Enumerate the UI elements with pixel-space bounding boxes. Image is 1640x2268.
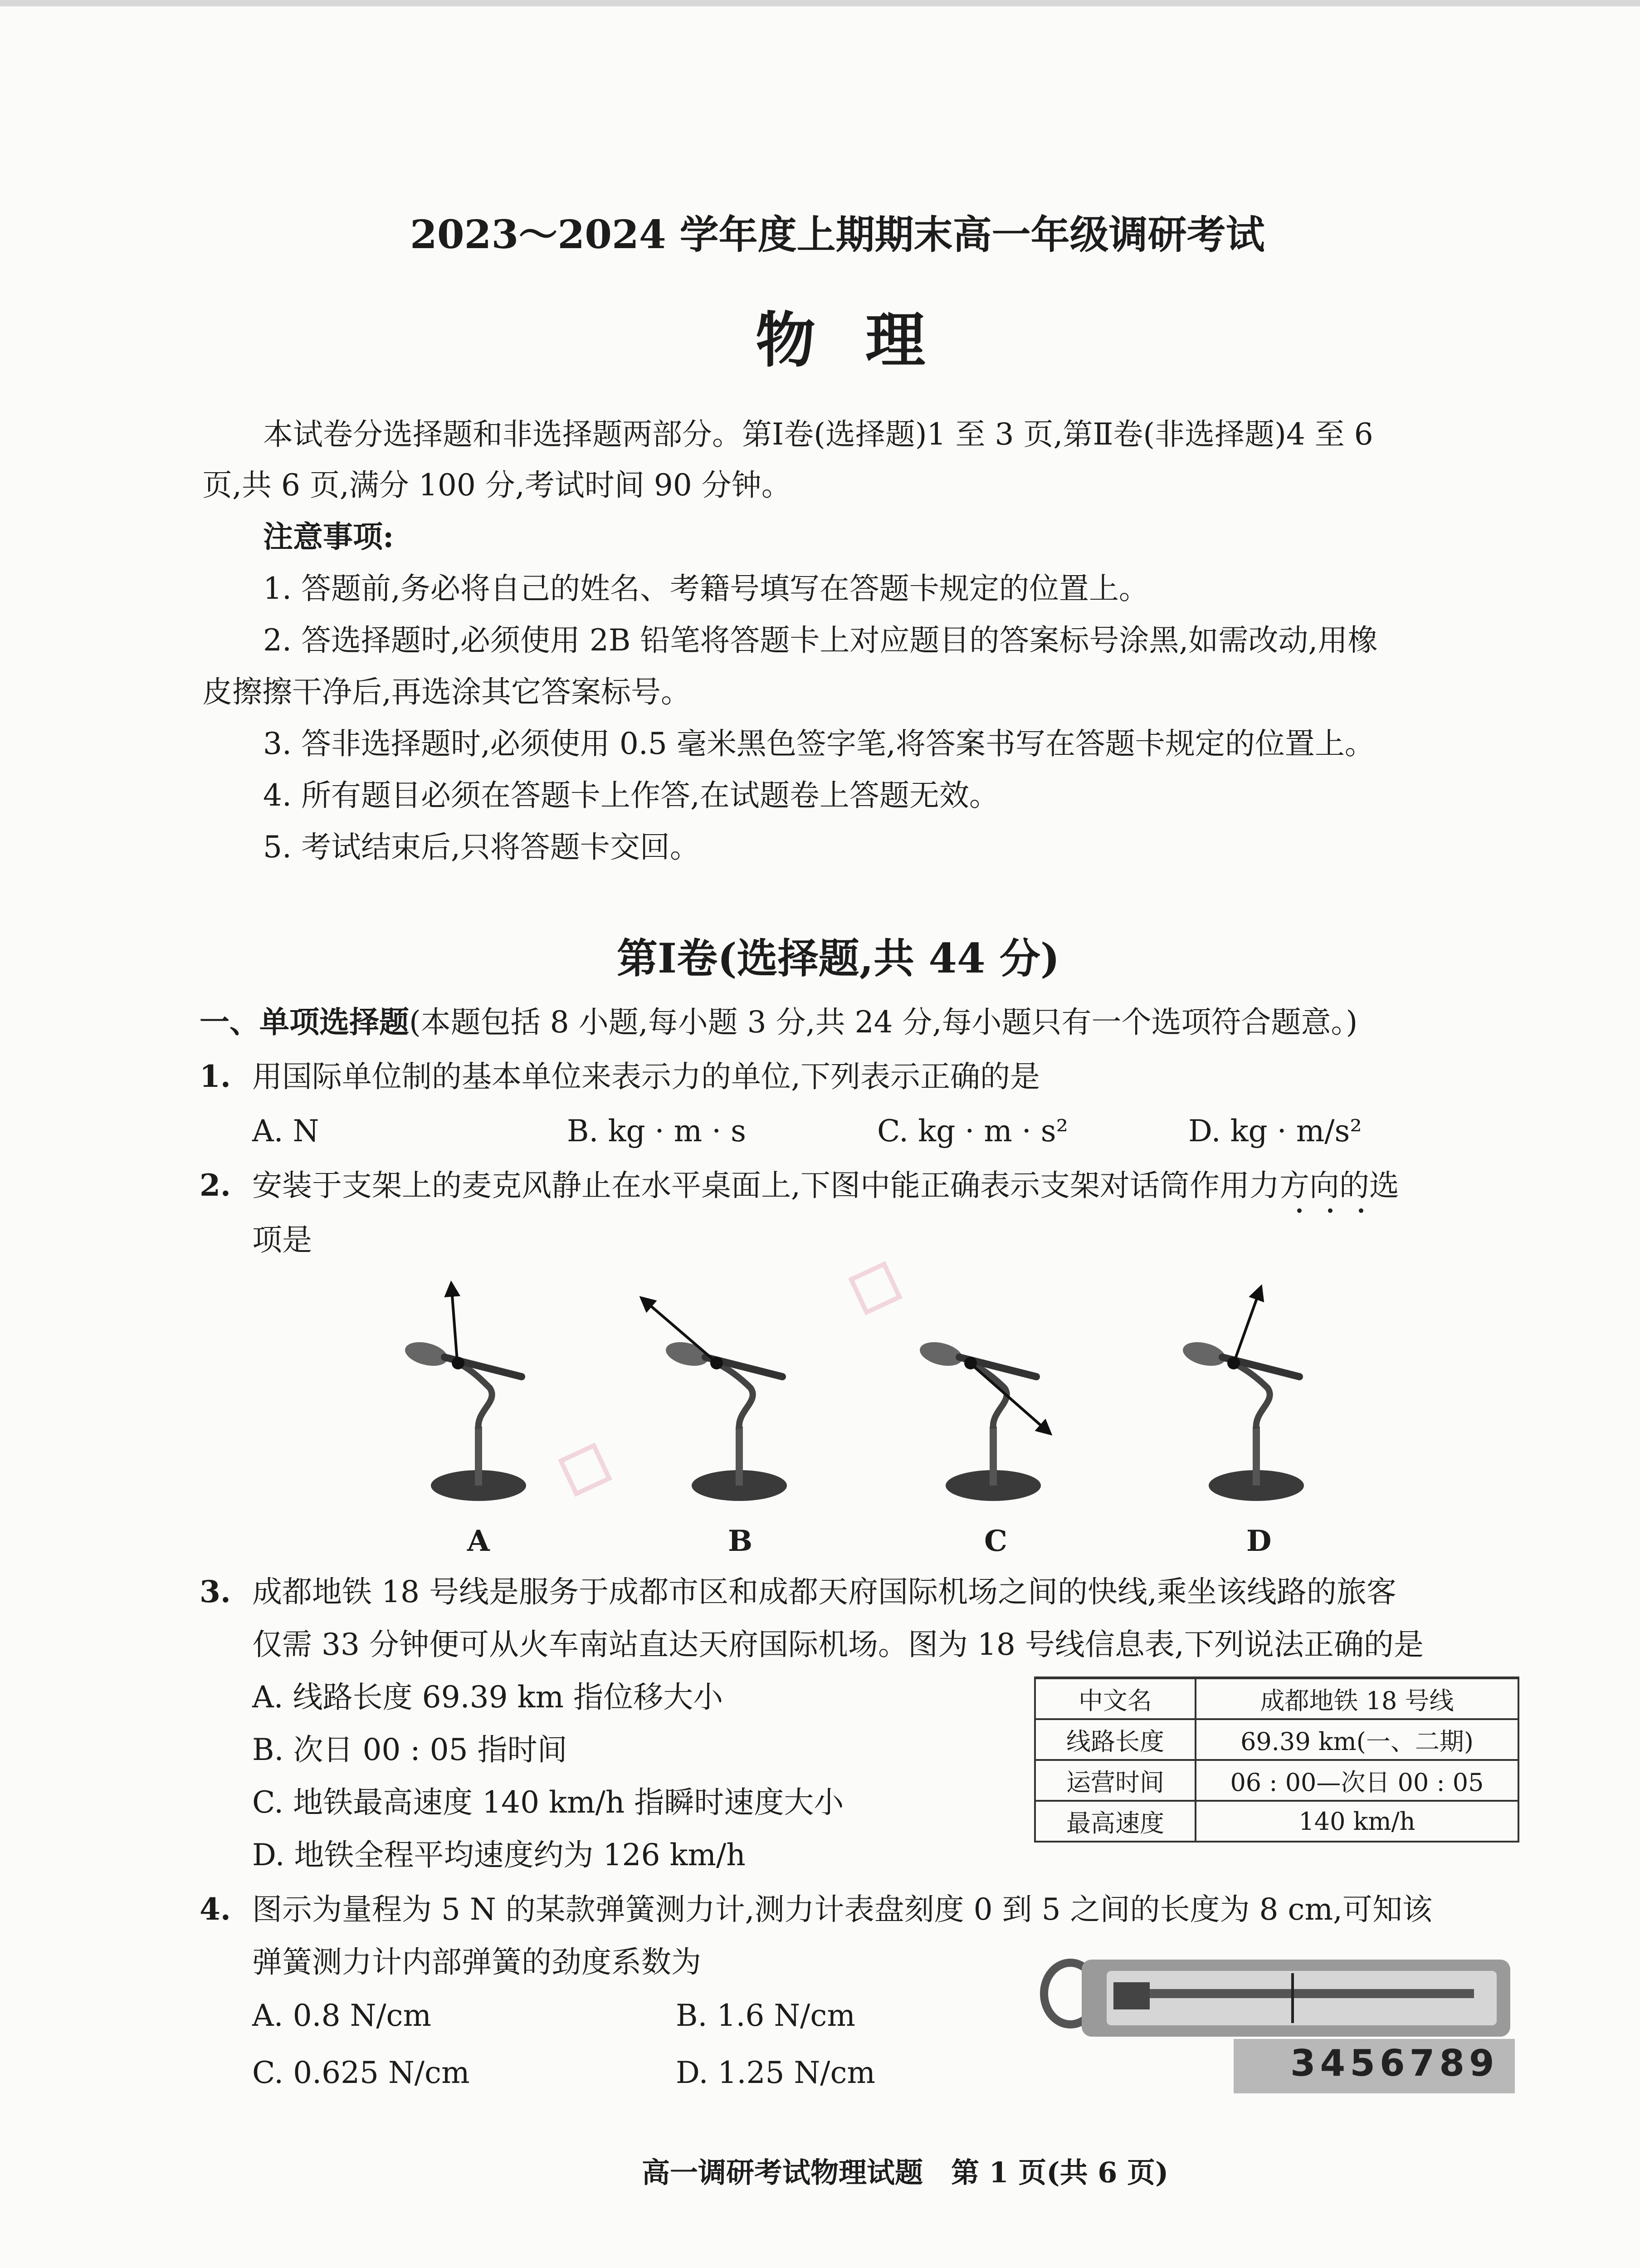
part-heading-line [200, 1004, 1357, 1040]
notice-item-1: 1. 答题前,务必将自己的姓名、考籍号填写在答题卡规定的位置上。 [263, 571, 1149, 606]
q3-option-c: C. 地铁最高速度 140 km/h 指瞬时速度大小 [252, 1785, 844, 1820]
table-value: 140 km/h [1196, 1801, 1518, 1842]
q4-stem-line-2: 弹簧测力计内部弹簧的劲度系数为 [252, 1945, 701, 1980]
q3-option-b: B. 次日 00 : 05 指时间 [252, 1732, 567, 1767]
table-row [1035, 1801, 1518, 1842]
q2-stem-line-2: 项是 [252, 1222, 312, 1257]
part-note: (本题包括 8 小题,每小题 3 分,共 24 分,每小题只有一个选项符合题意。) [409, 1005, 1358, 1040]
q2-label-b: B [728, 1524, 753, 1558]
q4-stem-line-1: 图示为量程为 5 N 的某款弹簧测力计,测力计表盘刻度 0 到 5 之间的长度为 8 cm,可知该 [252, 1892, 1433, 1927]
q4-number: 4. [200, 1892, 231, 1927]
q3-number: 3. [200, 1574, 231, 1609]
q1-option-a: A. N [252, 1114, 319, 1149]
q2-stem-line-1: 安装于支架上的麦克风静止在水平桌面上,下图中能正确表示支架对话筒作用力方向的选 [252, 1168, 1399, 1203]
table-key: 线路长度 [1035, 1719, 1196, 1760]
q4-option-d: D. 1.25 N/cm [676, 2055, 875, 2090]
notice-item-4: 4. 所有题目必须在答题卡上作答,在试题卷上答题无效。 [263, 778, 999, 813]
emphasis-dot [1359, 1208, 1363, 1213]
q2-label-a: A [467, 1524, 490, 1558]
q2-label-d: D [1246, 1524, 1272, 1558]
q4-option-c: C. 0.625 N/cm [252, 2055, 470, 2090]
emphasis-dot [1328, 1208, 1332, 1213]
section-title: 第Ⅰ卷(选择题,共 44 分) [617, 934, 1060, 982]
q3-option-d: D. 地铁全程平均速度约为 126 km/h [252, 1838, 746, 1872]
watermark-logo [561, 1264, 899, 1494]
q1-option-c: C. kg · m · s² [877, 1114, 1069, 1149]
q1-option-b: B. kg · m · s [567, 1114, 747, 1149]
emphasis-dot [1297, 1208, 1302, 1213]
table-row [1035, 1719, 1518, 1760]
table-row [1035, 1760, 1518, 1801]
table-value: 成都地铁 18 号线 [1196, 1678, 1518, 1719]
table-value: 69.39 km(一、二期) [1196, 1719, 1518, 1760]
exam-title: 2023～2024 学年度上期期末高一年级调研考试 [410, 212, 1265, 258]
q4-option-a: A. 0.8 N/cm [252, 1998, 432, 2033]
page-footer: 高一调研考试物理试题 第 1 页(共 6 页) [642, 2156, 1169, 2189]
table-row [1035, 1678, 1518, 1719]
q2-number: 2. [200, 1168, 231, 1203]
notice-item-3: 3. 答非选择题时,必须使用 0.5 毫米黑色签字笔,将答案书写在答题卡规定的位置上。 [263, 726, 1375, 761]
microphone-figure-d [1181, 1287, 1304, 1501]
subject-title: 物理 [756, 305, 975, 376]
table-key: 最高速度 [1035, 1801, 1196, 1842]
q2-label-c: C [984, 1524, 1007, 1558]
q1-option-d: D. kg · m/s² [1188, 1114, 1362, 1149]
table-key: 运营时间 [1035, 1760, 1196, 1801]
table-key: 中文名 [1035, 1678, 1196, 1719]
notice-item-2: 2. 答选择题时,必须使用 2B 铅笔将答题卡上对应题目的答案标号涂黑,如需改动,用橡 [263, 623, 1378, 658]
scan-top-edge [0, 0, 1640, 6]
q1-number: 1. [200, 1059, 231, 1094]
q3-stem-line-2: 仅需 33 分钟便可从火车南站直达天府国际机场。图为 18 号线信息表,下列说法正确的是 [252, 1627, 1424, 1662]
notice-item-5: 5. 考试结束后,只将答题卡交回。 [263, 830, 700, 865]
q4-option-b: B. 1.6 N/cm [676, 1998, 855, 2033]
intro-line-2: 页,共 6 页,满分 100 分,考试时间 90 分钟。 [202, 468, 791, 503]
ruler-digits: 3456789 [1290, 2042, 1499, 2084]
notice-item-2-cont: 皮擦擦干净后,再选涂其它答案标号。 [202, 675, 691, 709]
microphone-figure-a [403, 1284, 526, 1501]
microphone-figures [0, 1261, 1640, 1533]
q3-option-a: A. 线路长度 69.39 km 指位移大小 [252, 1680, 723, 1715]
spring-scale-photo [1039, 1950, 1519, 2100]
intro-line-1: 本试卷分选择题和非选择题两部分。第Ⅰ卷(选择题)1 至 3 页,第Ⅱ卷(非选择题)4 至 6 [263, 417, 1373, 452]
notice-heading: 注意事项: [263, 519, 394, 554]
table-value: 06 : 00—次日 00 : 05 [1196, 1760, 1518, 1801]
metro-info-table [1034, 1677, 1519, 1843]
q1-stem: 用国际单位制的基本单位来表示力的单位,下列表示正确的是 [252, 1059, 1040, 1094]
q3-stem-line-1: 成都地铁 18 号线是服务于成都市区和成都天府国际机场之间的快线,乘坐该线路的旅客 [252, 1574, 1396, 1609]
part-heading: 一、单项选择题 [200, 1004, 409, 1040]
microphone-figure-b [642, 1298, 787, 1501]
microphone-figure-c [918, 1338, 1050, 1501]
